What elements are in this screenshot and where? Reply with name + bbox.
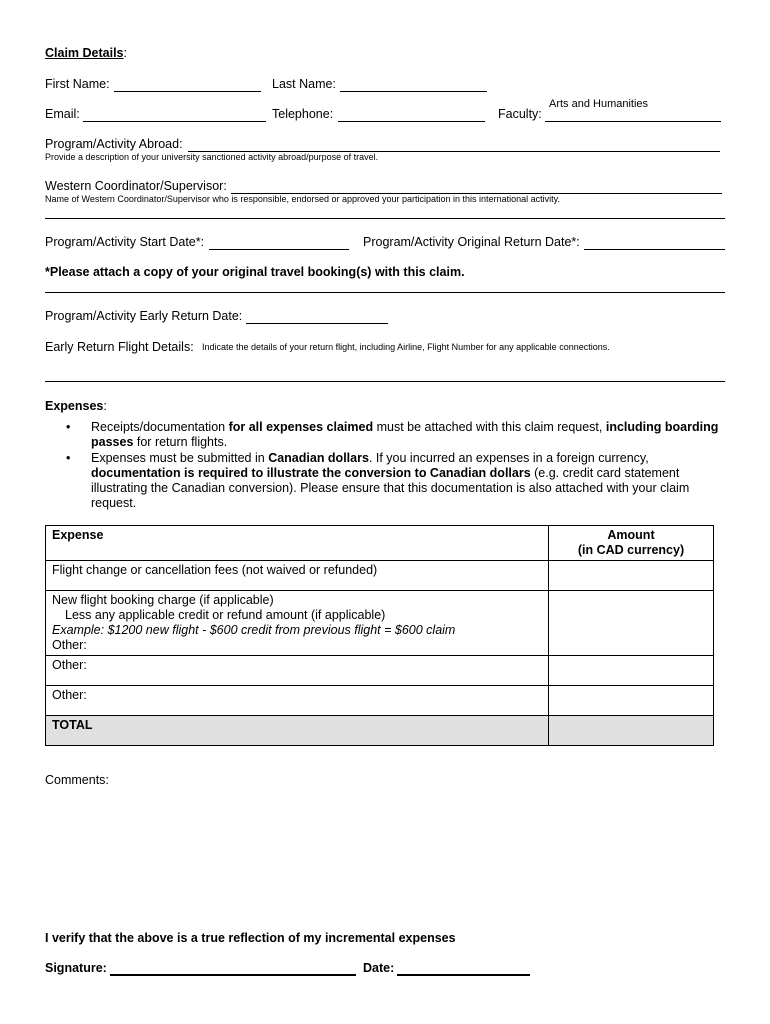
flight-change-fees-label: Flight change or cancellation fees (not waived or refunded) [46, 561, 549, 591]
verify-statement: I verify that the above is a true reflection of my incremental expenses [45, 931, 456, 945]
list-item: • Receipts/documentation for all expenses claimed must be attached with this claim request, including boarding passes for return flights. [66, 420, 719, 449]
other-expense-amount[interactable] [549, 656, 714, 686]
other-expense-amount[interactable] [549, 686, 714, 716]
email-field[interactable] [83, 108, 266, 122]
coordinator-help: Name of Western Coordinator/Supervisor who is responsible, endorsed or approved your participation in this international activity. [45, 194, 560, 204]
date-label: Date: [363, 961, 395, 975]
faculty-value: Arts and Humanities [549, 98, 649, 110]
date-field[interactable] [397, 961, 530, 976]
total-label: TOTAL [46, 716, 549, 746]
divider [45, 292, 725, 293]
first-name-field[interactable] [114, 78, 261, 92]
original-return-date-field[interactable] [584, 236, 725, 250]
flight-change-fees-amount[interactable] [549, 561, 714, 591]
early-flight-details-field[interactable] [45, 381, 725, 382]
other-expense-label: Other: [46, 686, 549, 716]
expense-column-header: Expense [46, 526, 549, 561]
list-item: • Expenses must be submitted in Canadian dollars. If you incurred an expenses in a foreign currency, documentation is required to illustrate the conversion to Canadian dollars (e.g. credit card statement illustrating the Canadian conversion). Please ensure that this documentation is also attached with your claim request. [66, 451, 690, 510]
signature-field[interactable] [110, 961, 356, 976]
attach-booking-note: *Please attach a copy of your original travel booking(s) with this claim. [45, 265, 465, 279]
signature-label: Signature: [45, 961, 107, 975]
first-name-label: First Name: [45, 77, 110, 91]
other-expense-label: Other: [46, 656, 549, 686]
program-abroad-help: Provide a description of your university sanctioned activity abroad/purpose of travel. [45, 152, 379, 162]
last-name-field[interactable] [340, 78, 487, 92]
faculty-field[interactable] [545, 108, 721, 122]
claim-details-heading: Claim Details: [45, 46, 127, 60]
table-row [46, 561, 714, 591]
expenses-heading: Expenses: [45, 399, 107, 413]
early-flight-details-label: Early Return Flight Details: [45, 340, 194, 354]
faculty-label: Faculty: [498, 107, 542, 121]
coordinator-label: Western Coordinator/Supervisor: [45, 179, 227, 193]
new-booking-charge-amount[interactable] [549, 591, 714, 656]
divider [45, 218, 725, 219]
early-flight-details-help: Indicate the details of your return flight, including Airline, Flight Number for any applicable connections. [202, 342, 610, 352]
original-return-date-label: Program/Activity Original Return Date*: [363, 235, 580, 249]
comments-label: Comments: [45, 773, 109, 787]
total-amount[interactable] [549, 716, 714, 746]
comments-area[interactable] [45, 792, 725, 912]
program-abroad-label: Program/Activity Abroad: [45, 137, 183, 151]
table-row [46, 656, 714, 686]
early-return-date-field[interactable] [246, 310, 388, 324]
start-date-field[interactable] [209, 236, 349, 250]
program-abroad-field[interactable] [188, 138, 720, 152]
email-label: Email: [45, 107, 80, 121]
telephone-field[interactable] [338, 108, 485, 122]
total-row [46, 716, 714, 746]
coordinator-field[interactable] [231, 180, 722, 194]
table-header-row [46, 526, 714, 561]
table-row [46, 686, 714, 716]
telephone-label: Telephone: [272, 107, 334, 121]
last-name-label: Last Name: [272, 77, 336, 91]
expense-table [45, 525, 714, 746]
table-row [46, 591, 714, 656]
start-date-label: Program/Activity Start Date*: [45, 235, 205, 249]
amount-column-header: Amount (in CAD currency) [549, 526, 714, 561]
expenses-instructions [45, 420, 725, 512]
new-booking-charge-label: New flight booking charge (if applicable) Less any applicable credit or refund amount (if applicable) Example: $1200 new flight - $600 credit from previous flight = $600 claim Other: [46, 591, 549, 656]
early-return-date-label: Program/Activity Early Return Date: [45, 309, 243, 323]
